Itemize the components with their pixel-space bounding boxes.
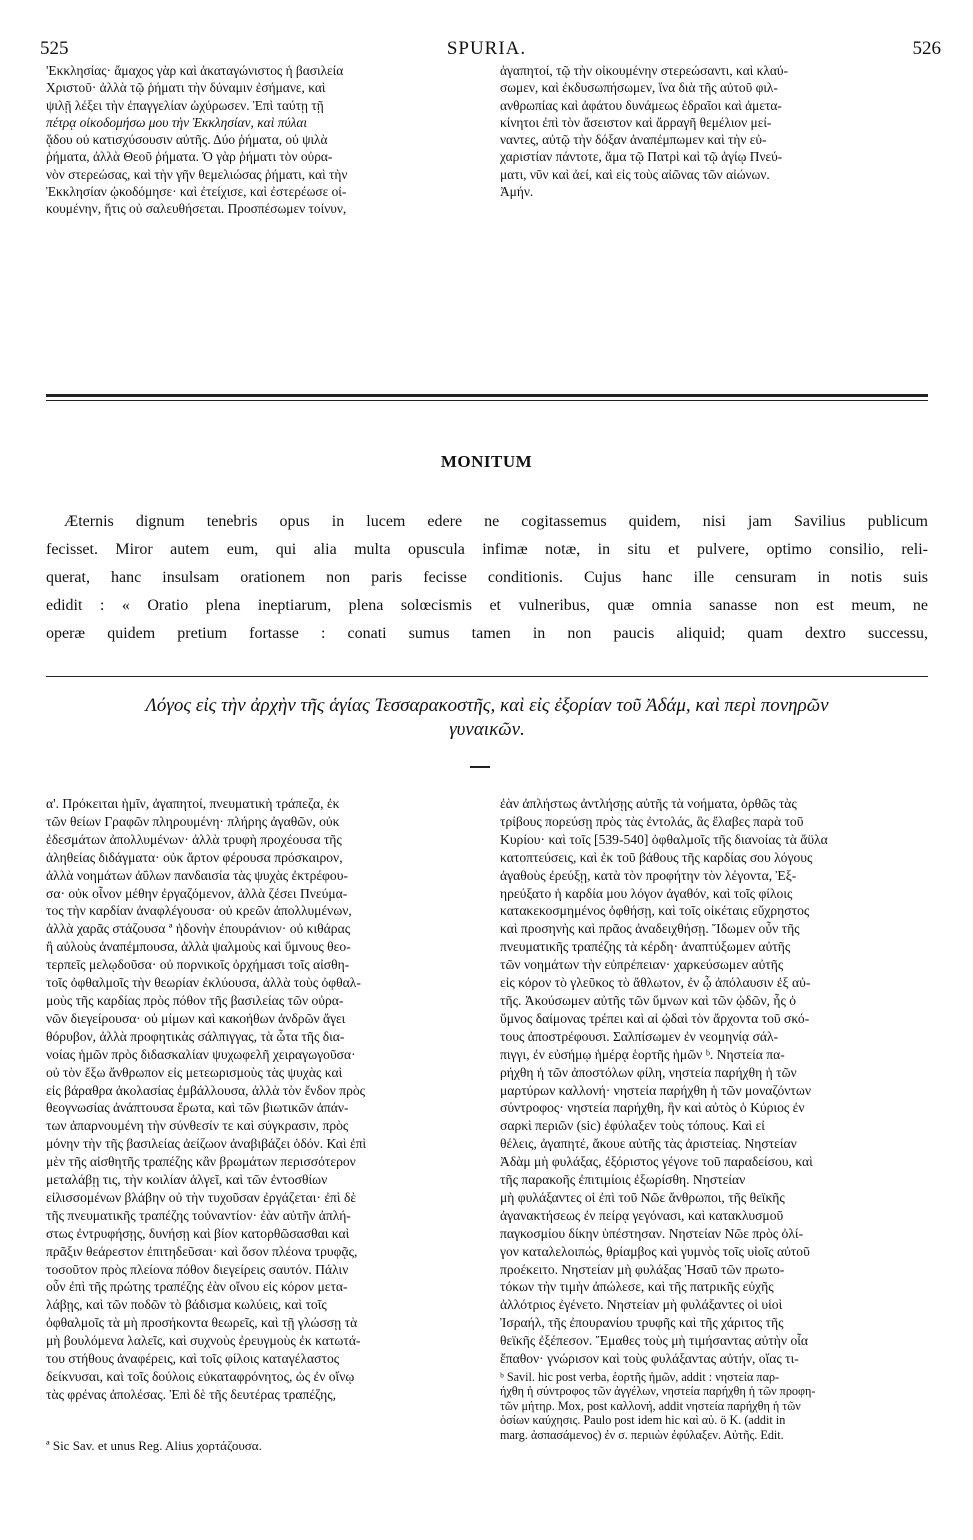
text-line: ηρεύξατο ἡ καρδία μου λόγον ἀγαθόν, καὶ τοῖς φίλοις [500, 885, 793, 901]
text-line: τρίβους πορεύσῃ πρὸς τὰς ἐντολάς, ἃς ἔλαβες παρὰ τοῦ [500, 813, 804, 829]
monitum-text [46, 508, 928, 648]
text-line: γον καταλελοιπώς, θρίαμβος καὶ γυμνὸς τοῖς υἱοῖς αὐτοῦ [500, 1243, 810, 1259]
text-line: στως ἐντρυφήσῃς, δυνήσῃ καὶ βίον κατορθῶσασθαι καὶ [46, 1225, 350, 1241]
text-line: Ἀδὰμ μὴ φυλάξας, ἐξόριστος γέγονε τοῦ παραδείσου, καὶ [500, 1154, 813, 1170]
text-line: λάβῃς, καὶ τῶν ποδῶν τὸ βάδισμα κωλύεις, καὶ τοῖς [46, 1297, 327, 1313]
text-line: παγκοσμίου δίκην ὑπέστησαν. Νηστείαν Νῶε πρὸς ὀλί- [500, 1225, 804, 1241]
text-line: κατακεκοσμημένος ὀφθήσῃ, καὶ τοῖς οἰκέταις εὔχρηστος [500, 903, 810, 919]
text-line: πνευματικῆς τραπέζης τὰ κέρδη· ἀναπτύξωμεν αὐτῆς [500, 939, 791, 955]
section-divider-thin [46, 400, 928, 401]
text-line: τῶν νοημάτων τὴν εὐπρέπειαν· χαρκεύσωμεν αὐτῆς [500, 957, 784, 973]
text-line: πέτρᾳ οἰκοδομήσω μου τὴν Ἐκκλησίαν, καὶ πύλαι [46, 114, 308, 130]
text-line: τερπεῖς μελῳδοῦσα· οὐ πορνικοῖς ὀρχήμασι τοῖς αἰσθη- [46, 957, 350, 973]
text-line: ὀφθαλμοῖς τὰ μὴ προσήκοντα θεωρεῖς, καὶ τῇ γλώσσῃ τὰ [46, 1315, 358, 1331]
text-line: fecisset. Miror autem eum, qui alia multa opuscula infimæ notæ, in situ et pulvere, optimo consilio, reli- [46, 541, 928, 558]
footnote-a: ª Sic Sav. et unus Reg. Alius χορτάζουσα. [46, 1438, 262, 1453]
text-line: ὕμνος δαίμονας τρέπει καὶ αἱ ᾠδαὶ τὸν ἄρχοντα τοῦ σκό- [500, 1010, 810, 1026]
text-line: ἢ αὐλοὺς ἀναπέμπουσα, ἀλλὰ ψαλμοὺς καὶ ὕμνους θεο- [46, 939, 351, 955]
text-line: operæ quidem pretium fortasse : conati sumus tamen in non paucis aliquid; quam dextro successu, [46, 625, 928, 642]
text-line: εἰλισσομένων βλάβην οὐ τὴν τυχοῦσαν ἐργάζεται· ἐπὶ δὲ [46, 1189, 357, 1205]
page-number-left: 525 [40, 38, 69, 59]
running-title: SPURIA. [446, 38, 527, 59]
top-left-column [46, 62, 486, 218]
text-line: τῆς πνευματικῆς τραπέζης τοὐναντίον· ἐὰν αὐτῆν ἀπλή- [46, 1207, 351, 1223]
text-line: μὴ βουλόμενα λαλεῖς, καὶ συχνοὺς ἐρευγμοὺς ἐκ κατωτά- [46, 1333, 361, 1349]
text-line: ᾅδου οὐ κατισχύσουσιν αὐτῆς. Δύο ῥήματα, οὐ ψιλὰ [46, 132, 328, 148]
text-line: α'. Πρόκειται ἡμῖν, ἀγαπητοί, πνευματικὴ τράπεζα, ἐκ [46, 796, 340, 811]
title-dash [470, 766, 490, 768]
monitum-heading: MONITUM [440, 452, 533, 471]
text-line: μὴ φυλάξαντες οἱ ἐπὶ τοῦ Νῶε ἄνθρωποι, τῆς θεϊκῆς [500, 1189, 785, 1205]
body-right-column [500, 795, 928, 1368]
text-line: κίνητοι ἐπὶ τὸν ἄσειστον καὶ ἄρραγῆ θεμέλιον μεί- [500, 114, 772, 130]
text-line: ναντες, αὐτῷ τὴν δόξαν ἀναπέμπωμεν καὶ τὴν εὐ- [500, 132, 767, 148]
text-line: Ἐκκλησίαν ᾠκοδόμησε· καὶ ἐτείχισε, καὶ ἐστερέωσε οἰ- [46, 184, 347, 200]
text-line: τῶν θείων Γραφῶν πληρουμένη· πλήρης ἀγαθῶν, οὐκ [46, 813, 340, 829]
text-line: θόρυβον, ἀλλὰ προφητικὰς σάλπιγγας, τὰ ὦτα τῆς δια- [46, 1028, 345, 1044]
text-line: τὰς φρένας ἀπολέσας. Ἐπὶ δὲ τῆς δευτέρας τραπέζης, [46, 1386, 337, 1402]
text-line: ἔπαθον· γνώρισον καὶ τοὺς φυλάξαντας αὐτήν, οἵας τι- [500, 1351, 799, 1367]
text-line: σωμεν, καὶ ἐκδυσωπήσωμεν, ἵνα διὰ τῆς αὐτοῦ φιλ- [500, 80, 778, 96]
text-line: μοὺς τῆς καρδίας πρὸς πόθον τῆς βασιλείας τῶν οὐρα- [46, 992, 344, 1008]
text-line: μεταλάβῃ τις, τὴν κοιλίαν ἀλγεῖ, καὶ τῶν ἐντοσθίων [46, 1172, 328, 1188]
homily-title-line: Λόγος εἰς τὴν ἀρχὴν τῆς ἁγίας Τεσσαρακοστῆς, καὶ εἰς ἐξορίαν τοῦ Ἀδάμ, καὶ περὶ πονηρῶν [145, 695, 829, 716]
text-line: δείκνυσαι, καὶ τοῖς δούλοις εὐκαταφρόνητος, ὡς ἐν οἴνῳ [46, 1369, 355, 1384]
text-line: ἀλλότριος ἐγένετο. Νηστείαν μὴ φυλάξαντες οἱ υἱοὶ [500, 1297, 783, 1313]
text-line: ρήχθη ἡ τῶν ἀποστόλων φίλη, νηστεία παρήχθη ἡ τῶν [500, 1064, 797, 1080]
text-line: μὲν τῆς αἰσθητῆς τραπέζης κἂν βρωμάτων περισσότερον [46, 1154, 356, 1170]
text-line: σα· οὐκ οἶνον μέθην ἐργαζόμενον, ἀλλὰ ζέσει Πνεύμα- [46, 885, 348, 901]
text-line: ἀγαθοὺς ἐρεύξῃ, κατὰ τὸν προφήτην τὸν λέγοντα, Ἐξ- [500, 867, 797, 883]
text-line: τόκων τὴν τιμὴν ἀπώλεσε, καὶ τῆς πατρικῆς εὐχῆς [500, 1279, 774, 1295]
text-line: Χριστοῦ· ἀλλὰ τῷ ῥήματι τὴν δύναμιν ἐσήμανε, καὶ [46, 80, 326, 96]
text-line: Æternis dignum tenebris opus in lucem edere ne cogitassemus quidem, nisi jam Savilius publicum [64, 513, 928, 530]
footnote-line: τῶν μήτηρ. Mox, post καλλονή, addit νηστεία παρήχθη ἡ τῶν [500, 1398, 801, 1413]
text-line: μαρτύρων καλλονή· νηστεία παρήχθη ἡ τῶν μοναζόντων [500, 1082, 811, 1098]
text-line: θεϊκῆς ἐξέπεσον. Ἔμαθες τοὺς μὴ τιμήσαντας αὐτὴν οἷα [500, 1333, 809, 1349]
text-line: χαριστίαν πάντοτε, ἅμα τῷ Πατρὶ καὶ τῷ ἁγίῳ Πνεύ- [500, 149, 783, 165]
text-line: ῥήματα, ἀλλὰ Θεοῦ ῥήματα. Ὁ γὰρ ῥήματι τὸν οὐρα- [46, 149, 333, 165]
text-line: νῶν διεγείρουσα· οὐ μίμων καὶ κακοήθων ἀνδρῶν ἄγει [46, 1010, 346, 1026]
text-line: 'Εκκλησίας· ἄμαχος γὰρ καὶ ἀκαταγώνιστος ἡ βασιλεία [46, 63, 344, 78]
text-line: καὶ προσηνὴς καὶ πρᾶος ἀναδειχθήσῃ. Ἴδωμεν οὖν τῆς [500, 921, 800, 937]
monitum-bottom-rule [46, 676, 928, 677]
page-number-right: 526 [912, 38, 941, 59]
body-left-column [46, 795, 488, 1404]
text-line: του στήθους ἀναφέρεις, καὶ τοῖς φίλοις καταγέλαστος [46, 1351, 340, 1367]
text-line: Ἀμήν. [500, 184, 534, 200]
text-line: τος τὴν καρδίαν ἀναφλέγουσα· οὐ κρεῶν ἀπολλυμένων, [46, 903, 352, 919]
text-line: θέλεις, ἀγαπητέ, ἄκουε αὐτῆς τὰς ἀριστείας. Νηστείαν [500, 1136, 797, 1152]
text-line: ἀληθείας διδάγματα· οὐκ ἄρτον φέρουσα πρόσκαιρον, [46, 849, 343, 865]
footnote-line: ὁσίων καύχησις. Paulo post idem hic καὶ αὐ. ö K. (addit in [500, 1413, 786, 1428]
text-line: ανθρωπίας καὶ ἀφάτου δυνάμεως ἑδραῖοι καὶ ἀμετα- [500, 97, 782, 113]
footnote-line: ᵇ Savil. hic post verba, ἑορτῆς ἡμῶν, addit : νηστεία παρ- [500, 1370, 780, 1384]
top-right-column [500, 62, 928, 200]
text-line: σύντροφος· νηστεία παρήχθη, ἣν καὶ αὐτὸς ὁ Κύριος ἐν [500, 1100, 805, 1116]
text-line: querat, hanc insulsam orationem non paris fecisse conditionis. Cujus hanc ille censuram in notis suis [46, 569, 928, 586]
text-line: ματι, νῦν καὶ ἀεί, καὶ εἰς τοὺς αἰῶνας τῶν αἰώνων. [500, 166, 770, 182]
text-line: των ἀπαρνουμένη τὴν σύνθεσίν τε καὶ σύγκρασιν, πρὸς [46, 1118, 349, 1134]
text-line: τοσοῦτον πρὸς πλείονα πόθον διεγείρεις σαυτόν. Πάλιν [46, 1261, 349, 1277]
text-line: κατοπτεύσεις, καὶ ἐκ τοῦ βάθους τῆς καρδίας σου λόγους [500, 849, 813, 865]
text-line: προέκειτο. Νηστείαν μὴ φυλάξας Ἡσαῦ τῶν πρωτο- [500, 1261, 785, 1277]
text-line: νοίας ἡμῶν πρὸς διδασκαλίαν ψυχωφελῆ χειραγωγοῦσα· [46, 1046, 356, 1062]
text-line: μόνην τὴν τῆς βασιλείας ἀείζωον ἀναβιβάζει ὁδόν. Καὶ ἐπὶ [46, 1136, 367, 1152]
text-line: ἐὰν ἀπλήστως ἀντλήσῃς αὐτῆς τὰ νοήματα, ὀρθῶς τὰς [500, 796, 797, 811]
text-line: Ἰσραήλ, τῆς ἐπουρανίου τρυφῆς καὶ τῆς χάριτος τῆς [500, 1315, 784, 1331]
text-line: edidit : « Oratio plena ineptiarum, plena solœcismis et vulneribus, quæ omnia sanasse non est meum, ne [46, 597, 928, 614]
text-line: τῆς παρακοῆς ἐπιτιμίοις ἐξωρίσθη. Νηστείαν [500, 1172, 746, 1188]
text-line: ἀγαπητοί, τῷ τὴν οἰκουμένην στερεώσαντι, καὶ κλαύ- [500, 63, 789, 78]
section-divider-thick [46, 394, 928, 397]
text-line: κουμένην, ἥτις οὐ σαλευθήσεται. Προσπέσωμεν τοίνυν, [46, 201, 347, 217]
text-line: τους ἀποστρέφουσι. Σαλπίσωμεν ἐν νεομηνίᾳ σάλ- [500, 1028, 779, 1044]
text-line: ἀγανακτήσεως ἐν πείρᾳ γεγόνασι, καὶ κατακλυσμοῦ [500, 1207, 784, 1223]
text-line: ἀλλὰ νοημάτων ἀΰλων πανδαισία τὰς ψυχὰς ἐκτρέφου- [46, 867, 348, 883]
text-line: ἐδεσμάτων ἀπολλυμένων· ἀλλὰ τρυφὴ προχέουσα τῆς [46, 831, 342, 847]
text-line: ψιλῇ λέξει τὴν ἐπαγγελίαν ὠχύρωσεν. Ἐπὶ ταύτῃ τῇ [46, 97, 324, 113]
text-line: οὐ τὸν ἔξω ἄνθρωπον εἰς μετεωρισμοὺς τὰς ψυχὰς καὶ [46, 1064, 343, 1080]
footnote-line: ήχθη ἡ σύντροφος τῶν ἀγγέλων, νηστεία παρήχθη ἡ τῶν προφη- [500, 1384, 816, 1399]
homily-title [46, 694, 928, 742]
text-line: εἰς κόρον τὸ γλεῦκος τὸ ἄθλωτον, ἐν ᾧ ἀπόλαυσιν ἐξ αὐ- [500, 975, 811, 991]
text-line: νὸν στερεώσας, καὶ τὴν γῆν θεμελιώσας ῥήματι, καὶ τὴν [46, 166, 348, 182]
footnote-line: marg. ἀσπασάμενος) ἐν σ. περιιὼν ἐφύλαξεν. Αὐτῆς. Edit. [500, 1427, 784, 1442]
text-line: πρᾶξιν θεάρεστον ἐπιτηδεῦσαι· καὶ ὅσον πλέονα τρυφᾷς, [46, 1243, 358, 1259]
text-line: οὖν ἐπὶ τῆς πρώτης τραπέζης ἐὰν οἴνου εἰς κόρον μετα- [46, 1279, 348, 1295]
text-line: πιγγι, ἐν εὐσήμῳ ἡμέρᾳ ἑορτῆς ἡμῶν ᵇ. Νηστεία πα- [500, 1046, 785, 1062]
footnote-b [500, 1370, 928, 1442]
text-line: θεογνωσίας ἀνάπτουσα ἔρωτα, καὶ τῶν βιωτικῶν ἀπάν- [46, 1100, 349, 1116]
text-line: τῆς. Ἀκούσωμεν αὐτῆς τῶν ὕμνων καὶ τῶν ᾠδῶν, ἧς ὁ [500, 992, 797, 1008]
text-line: τοῖς ὀφθαλμοῖς τὴν θεωρίαν ἐκλύουσα, ἀλλὰ τοὺς ὀφθαλ- [46, 975, 361, 991]
text-line: Κυρίου· καὶ τοῖς [539-540] ὀφθαλμοῖς τῆς διανοίας τὰ ἄϋλα [500, 831, 828, 847]
homily-title-line: γυναικῶν. [449, 719, 525, 740]
text-line: εἰς βάραθρα ἀκολασίας ἐμβάλλουσα, ἀλλὰ τὸν ἔνδον πρὸς [46, 1082, 366, 1098]
text-line: ἀλλὰ χαρᾶς στάζουσα ª ἡδονὴν ἐπουράνιον· οὐ κιθάρας [46, 921, 351, 937]
text-line: σαρκὶ περιῶν (sic) ἐφύλαξεν τοὺς τόπους. Καὶ εἰ [500, 1118, 765, 1134]
